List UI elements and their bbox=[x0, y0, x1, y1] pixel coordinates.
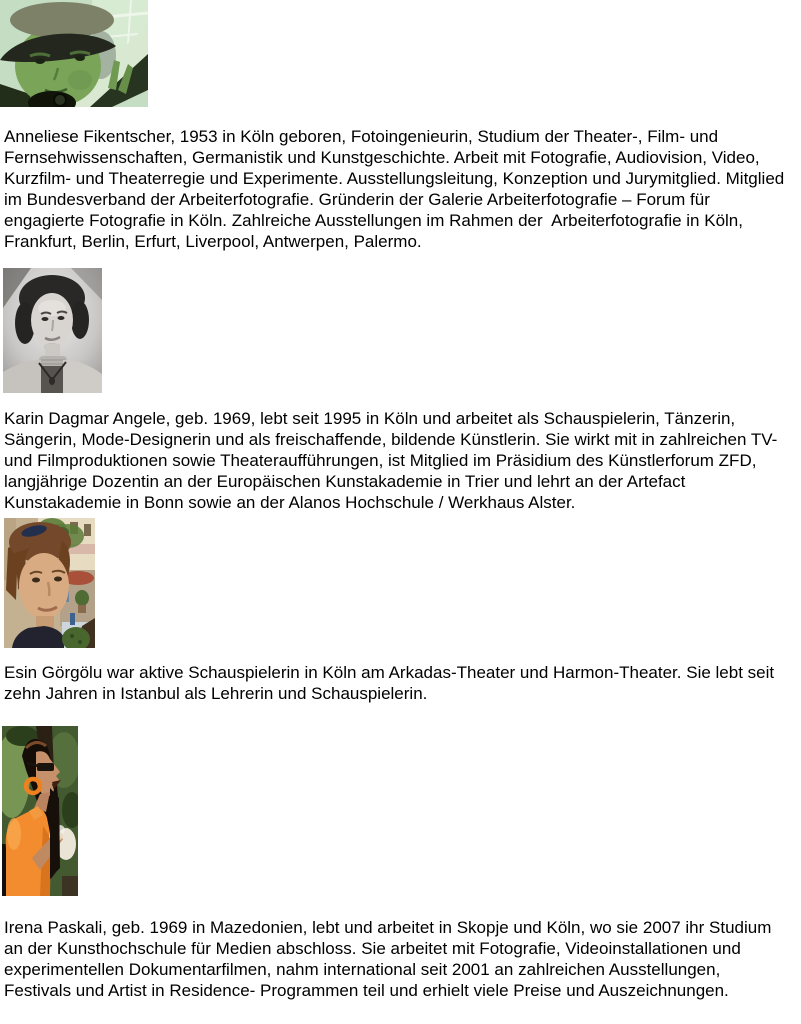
portrait-illustration-bw bbox=[3, 268, 102, 393]
portrait-illustration-street bbox=[4, 518, 95, 648]
portrait-photo-karin-dagmar-angele bbox=[3, 268, 102, 393]
bio-paragraph-esin-goergoelu: Esin Görgölu war aktive Schauspielerin in Köln am Arkadas-Theater und Harmon-Theater. Sie lebt seit zehn Jahren in Istanbul als Lehrerin und Schauspielerin. bbox=[4, 663, 779, 703]
portrait-photo-esin-goergoelu bbox=[4, 518, 95, 648]
bio-paragraph-karin-dagmar-angele: Karin Dagmar Angele, geb. 1969, lebt seit 1995 in Köln und arbeitet als Schauspielerin, Tänzerin, Sängerin, Mode-Designerin und als freischaffende, bildende Künstlerin. Sie wirkt mit in zahlreichen TV- und Filmproduktionen sowie Theateraufführungen, ist Mitglied im Präsidium des Künstlerforum ZFD, langjährige Dozentin an der Europäischen Kunstakademie in Trier und lehrt an der Artefact Kunstakademie in Bonn sowie an der Alanos Hochschule / Werkhaus Alster. bbox=[4, 409, 783, 512]
portrait-illustration-green bbox=[0, 0, 148, 107]
portrait-photo-irena-paskali bbox=[2, 726, 78, 896]
portrait-illustration-profile bbox=[2, 726, 78, 896]
bio-paragraph-anneliese-fikentscher: Anneliese Fikentscher, 1953 in Köln geboren, Fotoingenieurin, Studium der Theater-, Film- und Fernsehwissenschaften, Germanistik und Kunstgeschichte. Arbeit mit Fotografie, Audiovision, Video, Kurzfilm- und Theaterregie und Experimente. Ausstellungsleitung, Konzeption und Jurymitglied. Mitglied im Bundesverband der Arbeiterfotografie. Gründerin der Galerie Arbeiterfotografie – Forum für engagierte Fotografie in Köln. Zahlreiche Ausstellungen im Rahmen der Arbeiterfotografie in Köln, Frankfurt, Berlin, Erfurt, Liverpool, Antwerpen, Palermo. bbox=[4, 127, 789, 251]
bio-paragraph-irena-paskali: Irena Paskali, geb. 1969 in Mazedonien, lebt und arbeitet in Skopje und Köln, wo sie 2007 ihr Studium an der Kunsthochschule für Medien abschloss. Sie arbeitet mit Fotografie, Videoinstallationen und experimentellen Dokumentarfilmen, nahm international seit 2001 an zahlreichen Ausstellungen, Festivals und Artist in Residence- Programmen teil und erhielt viele Preise und Auszeichnungen. bbox=[4, 918, 777, 1000]
portrait-photo-anneliese-fikentscher bbox=[0, 0, 148, 107]
